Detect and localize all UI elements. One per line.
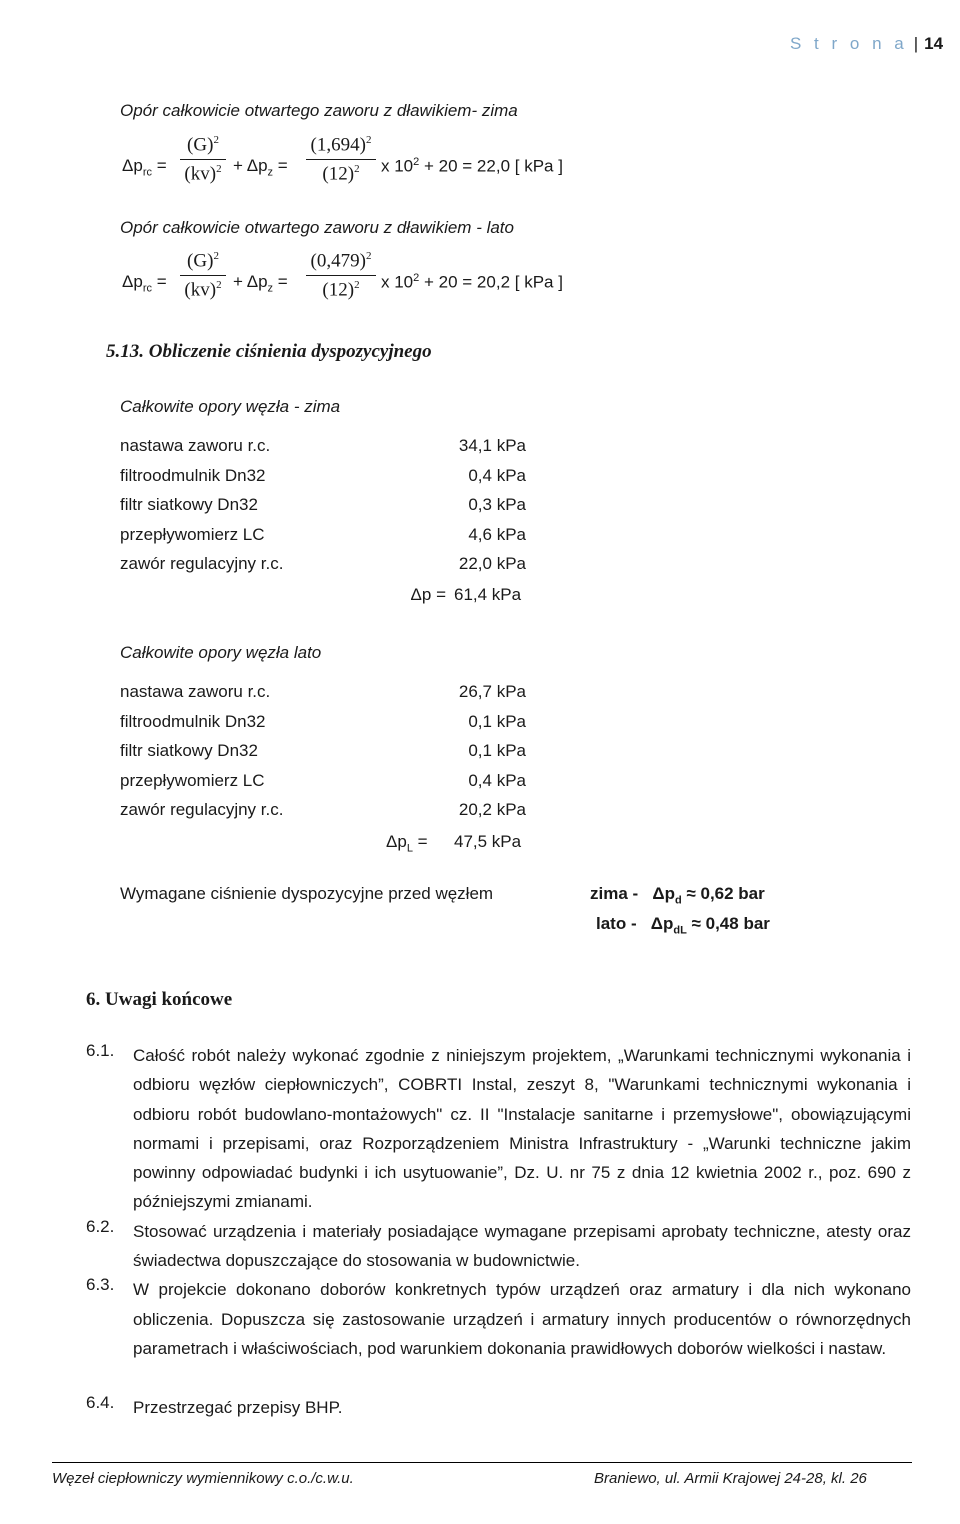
formula2-tail: x $10^2 + 20 = 20,2$ [ kPa ]	[381, 272, 563, 292]
winter-heading: Całkowite opory węzła - zima	[120, 397, 341, 416]
section-6-title: 6. Uwagi końcowe	[86, 989, 233, 1010]
winter-total-value: 61,4 kPa	[454, 585, 522, 604]
row-value: 4,6 kPa	[468, 524, 526, 544]
row-value: 0,4 kPa	[468, 465, 526, 485]
formula2-lhs: $\Delta p_{rc}$ =	[122, 272, 167, 295]
row-value: 26,7 kPa	[458, 682, 526, 701]
remark-number: 6.3.	[86, 1275, 115, 1295]
remark-number: 6.1.	[86, 1041, 115, 1060]
footer-left: Węzeł ciepłowniczy wymiennikowy c.o./c.w.u.	[52, 1470, 354, 1487]
row-label: zawór regulacyjny r.c.	[120, 554, 284, 573]
row-label: nastawa zaworu r.c.	[120, 436, 271, 455]
remark-text: Przestrzegać przepisy BHP.	[133, 1397, 343, 1417]
row-value: 22,0 kPa	[458, 554, 526, 573]
summer-total-value: 47,5 kPa	[454, 832, 522, 851]
formula1-tail: x $10^2 + 20 = 22,0$ [ kPa ]	[381, 156, 563, 176]
row-label: filtr siatkowy Dn32	[120, 495, 258, 514]
row-label: nastawa zaworu r.c.	[120, 682, 271, 701]
row-label: filtroodmulnik Dn32	[120, 711, 266, 731]
page-label: S t r o n a	[790, 34, 908, 53]
formula1-plus: + $\Delta p_z$ =	[233, 156, 288, 179]
row-label: przepływomierz LC	[120, 524, 265, 544]
footer-divider	[52, 1462, 912, 1463]
row-value: 0,1 kPa	[468, 711, 526, 731]
remark-text: Całość robót należy wykonać zgodnie z niniejszym projektem, „Warunkami technicznymi wykonania i odbioru węzłów ciepłowniczych”, COBRTI Instal, zeszyt 8, "Warunkami technicznymi wykonania i odbioru robót budowlano-montażowych" cz. II "Instalacje sanitarne i przemysłowe", obowiązującymi normami i przepisami, oraz Rozporządzeniem Ministra Infrastruktury - „Warunki techniczne jakim powinny odpowiadać budynki i ich usytuowanie”, Dz. U. nr 75 z dnia 12 kwietnia 2002 r., poz. 690 z późniejszymi zmianami.	[133, 1046, 911, 1212]
row-value: 0,1 kPa	[468, 741, 526, 760]
row-label: zawór regulacyjny r.c.	[120, 800, 284, 819]
remark-number: 6.2.	[86, 1216, 115, 1236]
remark-number: 6.4.	[86, 1392, 115, 1412]
row-label: filtroodmulnik Dn32	[120, 465, 266, 485]
remark-text: Stosować urządzenia i materiały posiadające wymagane przepisami aprobaty techniczne, atesty oraz świadectwa dopuszczające do stosowania w budownictwie.	[133, 1221, 911, 1271]
winter-total-label: Δp =	[410, 585, 446, 604]
formula1-lhs: $\Delta p_{rc}$ =	[122, 156, 167, 179]
row-value: 0,3 kPa	[468, 495, 526, 514]
row-value: 34,1 kPa	[458, 436, 526, 455]
formula2-frac1: $(G)^2$ (kv)$^2$	[180, 250, 226, 302]
page-header: S t r o n a | 14	[790, 34, 944, 53]
remark-text: W projekcie dokonano doborów konkretnych typów urządzeń oraz armatury i dla nich wykonano obliczenia. Dopuszcza się zastosowanie urządzeń i armatury innych producentów o równorzędnych parametrach i właściwościach, pod warunkiem dokonania prawidłowych doborów wielkości i nastaw.	[133, 1280, 911, 1358]
required-label: Wymagane ciśnienie dyspozycyjne przed węzłem	[120, 884, 494, 903]
footer-right: Braniewo, ul. Armii Krajowej 24-28, kl. 26	[594, 1470, 867, 1487]
section-5-13-title: 5.13. Obliczenie ciśnienia dyspozycyjnego	[106, 341, 432, 362]
formula1-frac1: $(G)^2$ (kv)$^2$	[180, 134, 226, 186]
summer-heading: Całkowite opory węzła lato	[120, 643, 322, 662]
required-summer: lato - $\Delta p_{dL} \approx 0,48$ bar	[596, 914, 770, 937]
formula2-title: Opór całkowicie otwartego zaworu z dławikiem - lato	[120, 218, 514, 237]
page-number: 14	[924, 34, 944, 53]
formula2-plus: + $\Delta p_z$ =	[233, 272, 288, 295]
row-value: 0,4 kPa	[468, 770, 526, 790]
formula2-frac2: $(0,479)^2$ $(12)^2$	[306, 250, 376, 302]
formula1-frac2: $(1,694)^2$ $(12)^2$	[306, 134, 376, 186]
row-label: przepływomierz LC	[120, 770, 265, 790]
required-winter: zima - $\Delta p_d \approx 0,62$ bar	[590, 884, 765, 907]
summer-total-label: $\Delta p_L$ =	[386, 832, 428, 855]
row-value: 20,2 kPa	[458, 800, 526, 819]
row-label: filtr siatkowy Dn32	[120, 741, 258, 760]
formula1-title: Opór całkowicie otwartego zaworu z dławikiem- zima	[120, 101, 518, 120]
